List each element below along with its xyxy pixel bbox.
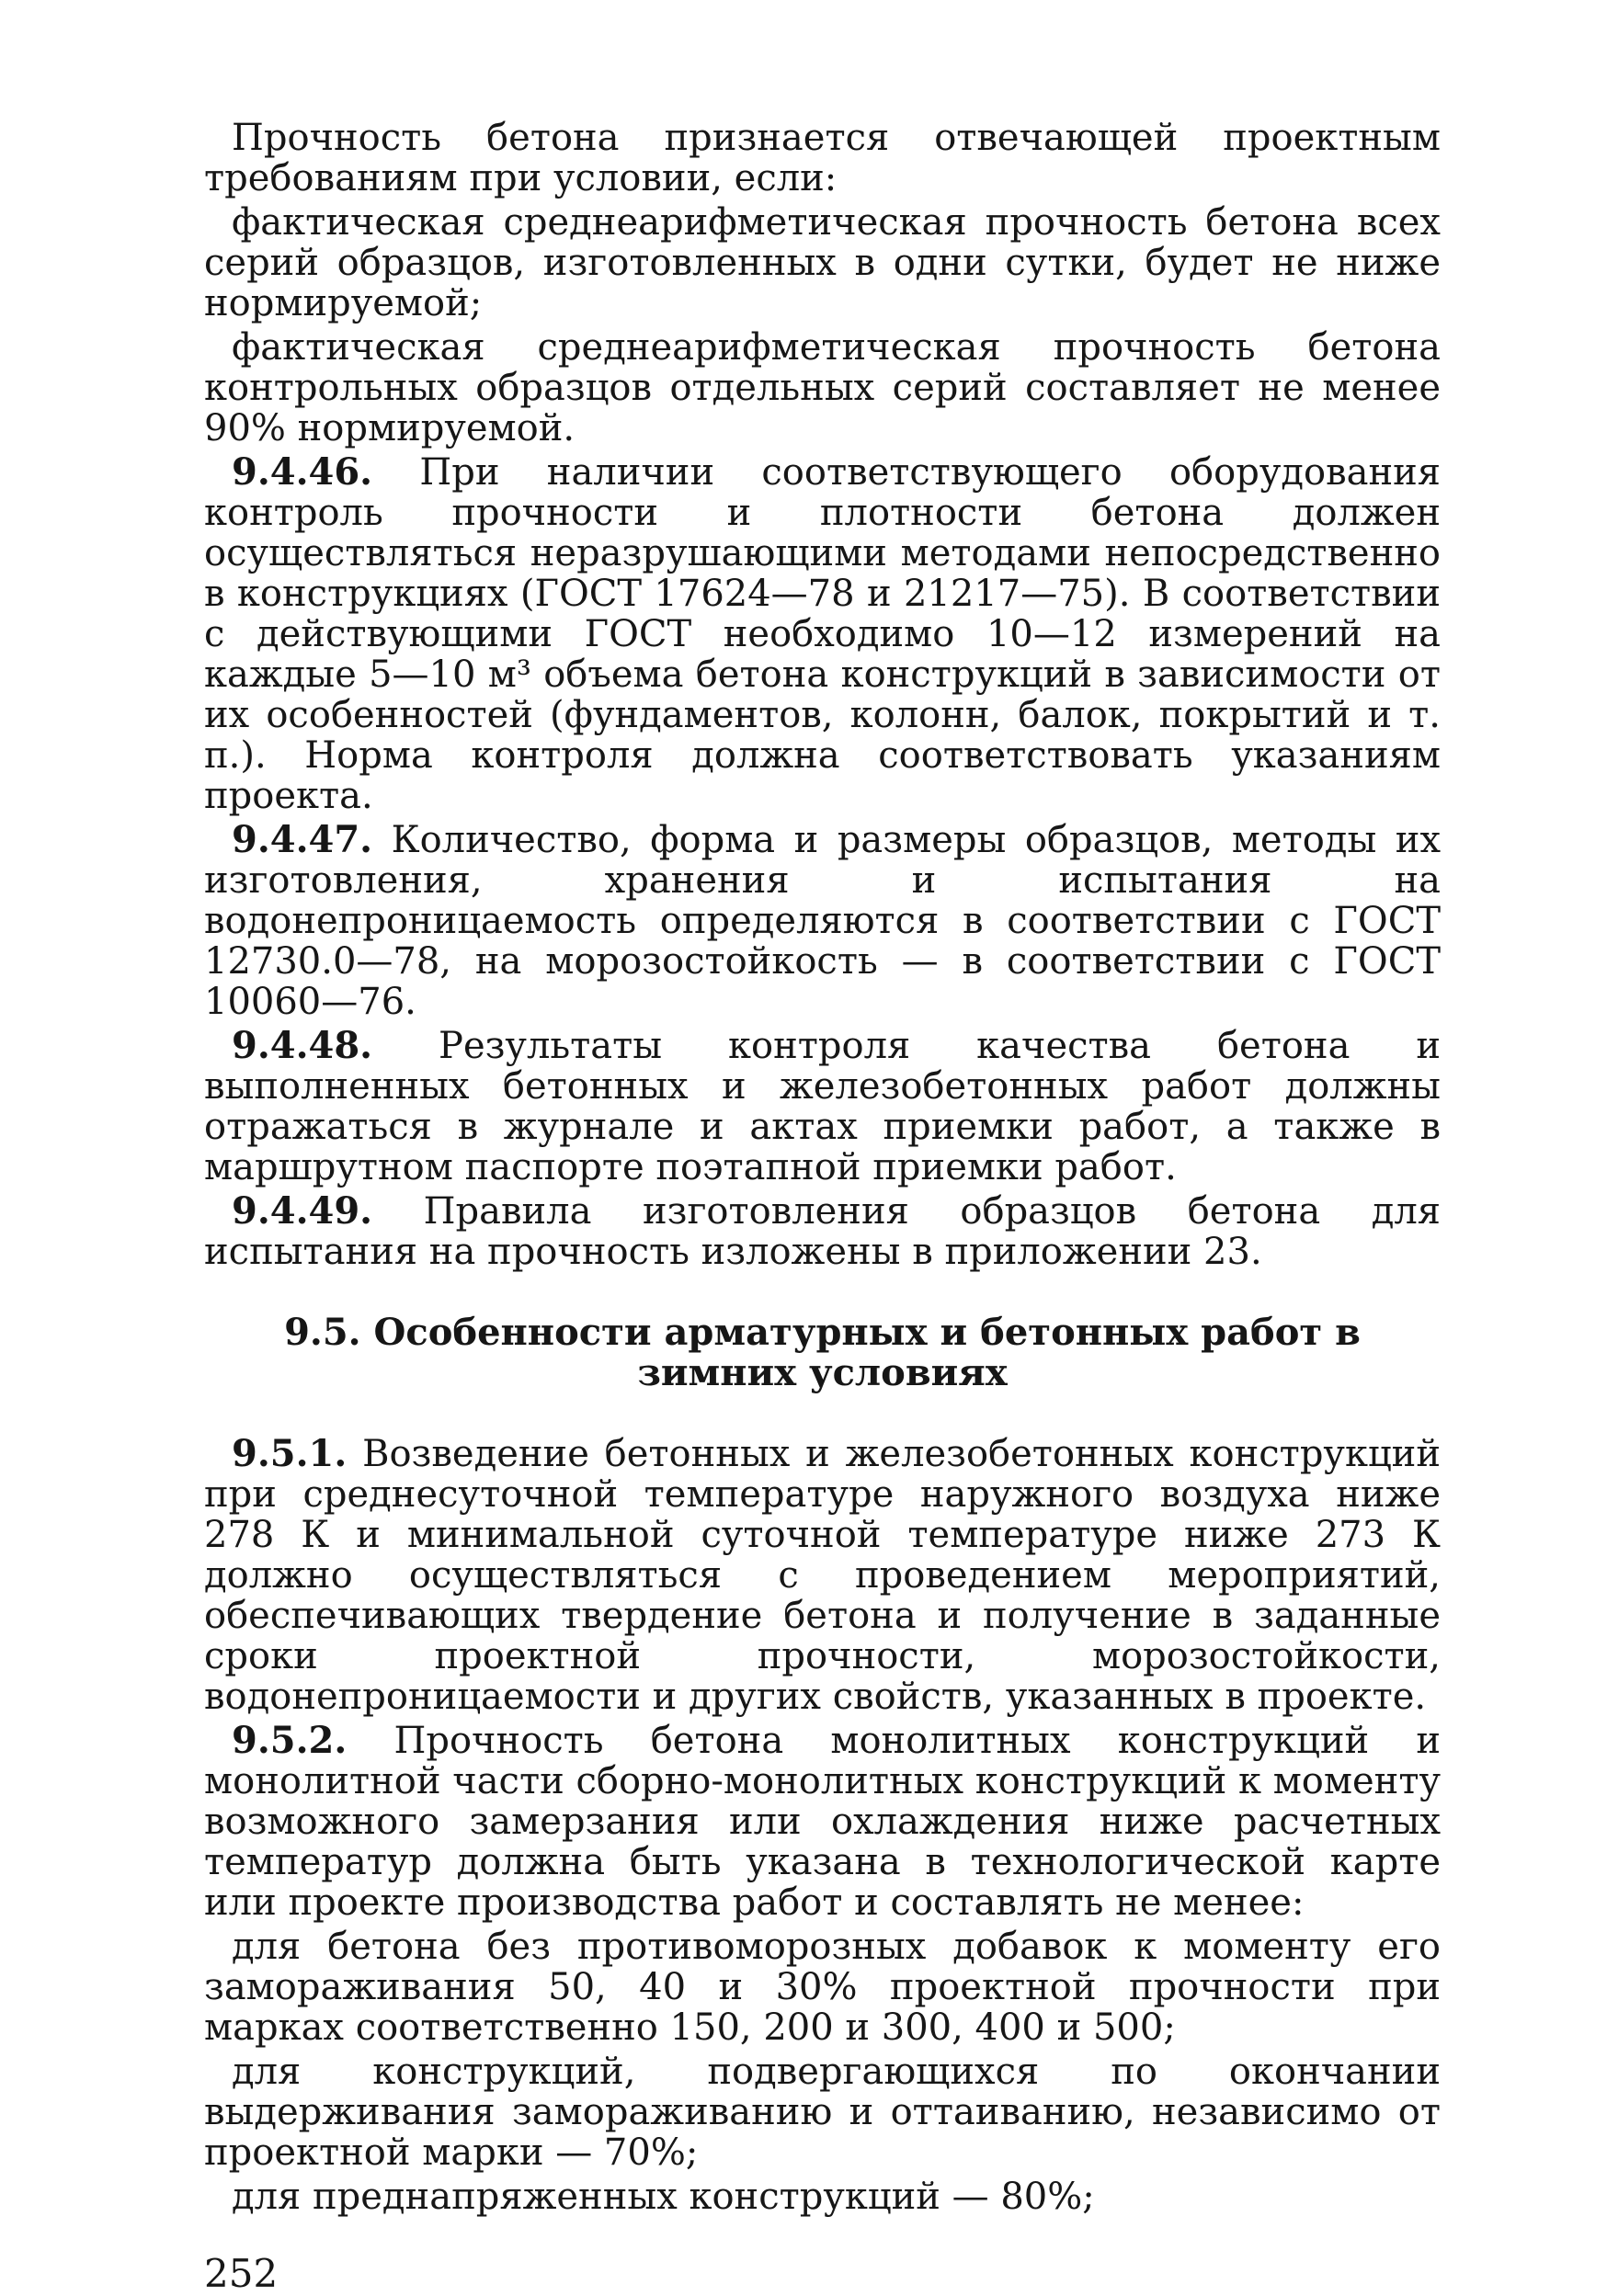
clause-number: 9.4.49. <box>232 1189 373 1233</box>
paragraph-9-5-2: 9.5.2. Прочность бетона монолитных конструкций и монолитной части сборно-монолитных конструкций к моменту возможного замерзания или охлаждения ниже расчетных температур должна быть указана в технологической карте или проекте производства работ и составлять не менее: <box>204 1719 1441 1924</box>
page-number: 252 <box>204 2251 279 2296</box>
paragraph: Прочность бетона признается отвечающей проектным требованиям при условии, если: <box>204 117 1441 199</box>
clause-number: 9.5.1. <box>232 1432 348 1475</box>
clause-number: 9.4.48. <box>232 1024 373 1067</box>
clause-number: 9.4.46. <box>232 450 373 494</box>
paragraphs-bottom <box>204 1434 1441 2217</box>
paragraphs-top <box>204 118 1441 1272</box>
clause-number: 9.4.47. <box>232 818 373 861</box>
clause-number: 9.5.2. <box>232 1719 348 1762</box>
paragraph-9-4-46: 9.4.46. При наличии соответствующего оборудования контроль прочности и плотности бетона должен осуществляться неразрушающими методами непосредственно в конструкциях (ГОСТ 17624—78 и 21217—75). В соответствии с действующими ГОСТ необходимо 10—12 измерений на каждые 5—10 м³ объема бетона конструкций в зависимости от их особенностей (фундаментов, колонн, балок, покрытий и т. п.). Норма контроля должна соответствовать указаниям проекта. <box>204 450 1441 817</box>
paragraph: фактическая среднеарифметическая прочность бетона всех серий образцов, изготовленных в одни сутки, будет не ниже нормируемой; <box>204 201 1441 324</box>
paragraph: для преднапряженных конструкций — 80%; <box>232 2176 1095 2218</box>
paragraph-9-4-48: 9.4.48. Результаты контроля качества бетона и выполненных бетонных и железобетонных работ должны отражаться в журнале и актах приемки работ, а также в маршрутном паспорте поэтапной приемки работ. <box>204 1024 1441 1188</box>
paragraph: для конструкций, подвергающихся по окончании выдерживания замораживанию и оттаиванию, независимо от проектной марки — 70%; <box>204 2051 1441 2174</box>
paragraph-9-4-49: 9.4.49. Правила изготовления образцов бетона для испытания на прочность изложены в приложении 23. <box>204 1189 1441 1273</box>
paragraph: фактическая среднеарифметическая прочность бетона контрольных образцов отдельных серий составляет не менее 90% нормируемой. <box>204 326 1441 449</box>
paragraph-9-5-1: 9.5.1. Возведение бетонных и железобетонных конструкций при среднесуточной температуре наружного воздуха ниже 278 К и минимальной суточной температуре ниже 273 К должно осуществляться с проведением мероприятий, обеспечивающих твердение бетона и получение в заданные сроки проектной прочности, морозостойкости, водонепроницаемости и других свойств, указанных в проекте. <box>204 1432 1441 1718</box>
document-page <box>204 118 1441 2294</box>
paragraph-9-4-47: 9.4.47. Количество, форма и размеры образцов, методы их изготовления, хранения и испытания на водонепроницаемость определяются в соответствии с ГОСТ 12730.0—78, на морозостойкость — в соответствии с ГОСТ 10060—76. <box>204 818 1441 1023</box>
paragraph: для бетона без противоморозных добавок к моменту его замораживания 50, 40 и 30% проектной прочности при марках соответственно 150, 200 и 300, 400 и 500; <box>204 1926 1441 2049</box>
section-heading: 9.5. Особенности арматурных и бетонных работ в зимних условиях <box>284 1311 1361 1394</box>
